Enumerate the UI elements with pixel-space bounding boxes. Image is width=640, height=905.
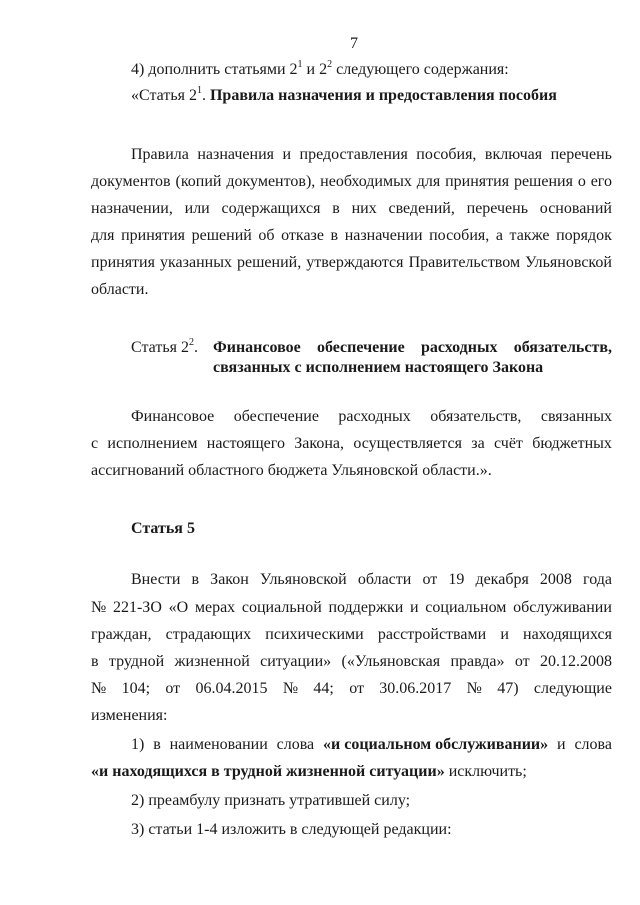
word: отказе [281, 227, 324, 244]
word: социальной [241, 599, 322, 616]
art21-para-line: области. [91, 281, 149, 298]
list2: 2) преамбулу признать утратившей силу; [131, 792, 411, 809]
word: 20.12.2008 [539, 653, 612, 670]
word: исполнением [107, 435, 198, 452]
word: предоставления [299, 146, 408, 163]
word: решения [513, 173, 573, 190]
art21-para-line [91, 253, 612, 273]
word: 19 [448, 571, 465, 588]
art21-heading [131, 86, 557, 106]
word: его [590, 173, 612, 190]
word: включая [484, 146, 543, 163]
art21-heading-title: Правила назначения и предоставления пособия [209, 87, 557, 104]
word: от [165, 680, 181, 697]
word: 44; [313, 680, 334, 697]
word: Ульяновской [259, 571, 347, 588]
word: «О [168, 599, 189, 616]
art21-para-line [91, 226, 612, 246]
word: 2008 [539, 571, 572, 588]
word: от [349, 680, 364, 697]
word: психическими [265, 626, 364, 643]
list1-line1 [131, 735, 612, 755]
word: порядок [556, 227, 612, 244]
item4-text-post: следующего содержания: [332, 61, 509, 78]
word: указанных [160, 254, 232, 271]
word: содержащихся [221, 200, 321, 217]
art22-heading-label: Статья 2 [131, 339, 189, 356]
page-number: 7 [350, 35, 358, 52]
list1-bold1: «и социальном обслуживании» [323, 736, 549, 753]
art22-para-line: ассигнований областного бюджета Ульяновской области.». [91, 462, 492, 479]
word: Закона, [294, 435, 344, 452]
word: или [184, 200, 210, 217]
item4-text: 4) дополнить статьями 2 [131, 61, 298, 78]
word: 06.04.2015 [195, 680, 268, 697]
art5-para-line [131, 570, 612, 590]
word: назначении [344, 227, 423, 244]
art22-heading-line2: связанных с исполнением настоящего Закона [213, 359, 544, 376]
word: принятия [445, 173, 510, 190]
word: социальном [425, 599, 507, 616]
word: принятия [91, 254, 155, 271]
word: решений [191, 227, 252, 244]
word: необходимых [320, 173, 412, 190]
word: них [351, 200, 377, 217]
word: мерах [194, 599, 236, 616]
item4-line [131, 60, 509, 80]
word: 47) [497, 680, 519, 697]
word: от [514, 653, 530, 670]
word: и [410, 599, 419, 616]
art21-heading-dot: . [201, 87, 210, 104]
word: документов [91, 173, 171, 190]
word: Правительством [408, 254, 521, 271]
item4-sup2: 2 [327, 58, 333, 70]
word: перечень [466, 200, 529, 217]
list1-rest: исключить; [444, 763, 527, 780]
word: перечень [550, 146, 612, 163]
word: также [509, 227, 550, 244]
word: жизненной [174, 653, 250, 670]
word: документов), [226, 173, 316, 190]
art21-para-line [91, 199, 612, 219]
word: обязательств, [513, 339, 612, 356]
word: в [332, 200, 340, 217]
word: Финансовое [131, 408, 215, 425]
art21-para-line [91, 172, 612, 192]
art21-heading-sup: 1 [196, 84, 202, 96]
list1-bold2: «и находящихся в трудной жизненной ситуации» [91, 763, 445, 780]
word: 221-ЗО [112, 599, 162, 616]
word: граждан, [91, 626, 152, 643]
word: Ульяновской [525, 254, 612, 271]
art5-heading: Статья 5 [131, 520, 195, 537]
art22-heading-sup: 2 [188, 336, 194, 348]
word: принятия [121, 227, 186, 244]
word: и [500, 626, 509, 643]
word: ситуации» [260, 653, 332, 670]
word: 30.06.2017 [379, 680, 452, 697]
word: обеспечение [233, 408, 319, 425]
word: в [153, 736, 161, 753]
word: обязательств, [430, 408, 522, 425]
word: от [422, 571, 438, 588]
word: Финансовое [213, 339, 301, 356]
art21-para-line [131, 145, 612, 165]
word: осуществляется [353, 435, 462, 452]
word: № [91, 680, 107, 697]
word: в [91, 653, 99, 670]
list1-line2 [91, 762, 527, 782]
word: № [91, 599, 107, 616]
word: страдающих [165, 626, 252, 643]
word: назначении, [91, 200, 173, 217]
art22-para-line [131, 407, 612, 427]
word: Закон [210, 571, 249, 588]
word: и [557, 736, 566, 753]
word: сведений, [388, 200, 455, 217]
word: области [357, 571, 412, 588]
word: пособия, [429, 227, 490, 244]
art5-para-line [91, 652, 612, 672]
word: бюджетных [532, 435, 612, 452]
item4-sup1: 1 [297, 58, 303, 70]
word: обслуживании [513, 599, 612, 616]
word: слова [276, 736, 315, 753]
word: правда» [450, 653, 505, 670]
art22-heading-dot: . [193, 339, 198, 356]
item4-text-mid: и 2 [302, 61, 328, 78]
word: № [466, 680, 482, 697]
word: (копий [175, 173, 222, 190]
art5-para-line [91, 625, 612, 645]
word: об [258, 227, 275, 244]
word: связанных [540, 408, 612, 425]
word: для [416, 173, 441, 190]
word: слова [574, 736, 612, 753]
word: расходных [420, 339, 498, 356]
word: решений, [237, 254, 302, 271]
word: расстройствами [377, 626, 487, 643]
art5-para-line [91, 598, 612, 618]
art21-heading-prefix: «Статья 2 [131, 87, 197, 104]
art5-para-line: изменения: [91, 707, 168, 724]
word: Правила [131, 146, 189, 163]
word: 104; [121, 680, 151, 697]
word: в [191, 571, 200, 588]
word: счёт [494, 435, 523, 452]
word: Внести [131, 571, 181, 588]
word: находящихся [523, 626, 612, 643]
art5-para-line [91, 679, 612, 699]
word: поддержки [328, 599, 404, 616]
word: назначения [197, 146, 274, 163]
word: № [282, 680, 299, 697]
list3: 3) статьи 1-4 изложить в следующей редакции: [131, 821, 452, 838]
art22-heading-prefix [131, 338, 198, 358]
art22-para-line [91, 434, 612, 454]
word: трудной [108, 653, 165, 670]
word: настоящего [206, 435, 285, 452]
word: для [91, 227, 115, 244]
word: за [471, 435, 485, 452]
word: в [330, 227, 339, 244]
word: и [282, 146, 292, 163]
word: года [583, 571, 612, 588]
word: пособия, [416, 146, 477, 163]
word: утверждаются [306, 254, 404, 271]
word: а [495, 227, 503, 244]
word: наименовании [169, 736, 268, 753]
word: («Ульяновская [341, 653, 441, 670]
word: обеспечение [316, 339, 405, 356]
art22-heading-line1 [213, 338, 612, 358]
word: 1) [131, 736, 145, 753]
word: с [91, 435, 99, 452]
word: декабря [475, 571, 529, 588]
word: следующие [533, 680, 612, 697]
word: расходных [338, 408, 411, 425]
word: оснований [539, 200, 612, 217]
word: о [577, 173, 586, 190]
